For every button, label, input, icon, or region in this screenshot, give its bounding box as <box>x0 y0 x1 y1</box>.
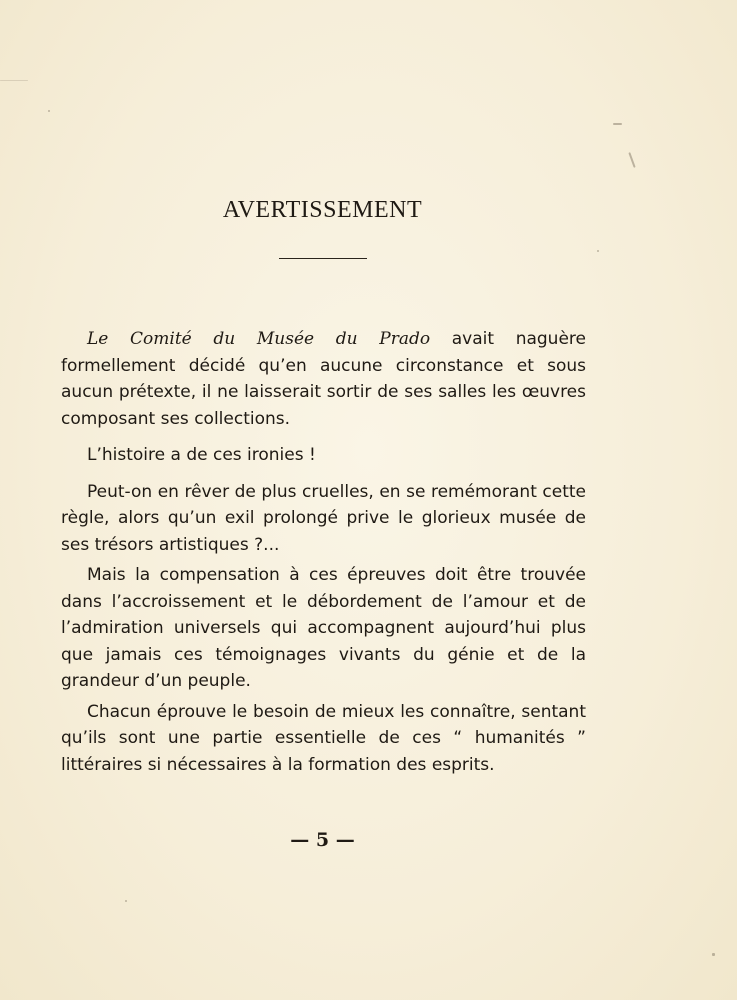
paragraph-1-text: avait naguère formellement décidé qu’en aucune circonstance et sous aucun prétexte, il ne laisserait sortir de ses salles les œuvres composant ses collections. <box>61 329 586 429</box>
paper-speck <box>628 152 635 168</box>
paragraph-2: L’histoire a de ces ironies ! <box>87 445 316 465</box>
page-number: — 5 — <box>290 829 355 851</box>
paper-speck <box>712 953 715 956</box>
title-divider <box>279 258 367 259</box>
paragraph-1 <box>61 326 586 432</box>
paragraph-5: Chacun éprouve le besoin de mieux les connaître, sentant qu’ils sont une partie essentielle de ces “ humanités ” littéraires si nécessaires à la formation des esprits. <box>61 701 586 775</box>
paragraph-1-lead: Le Comité du Musée du Prado <box>87 329 431 349</box>
paper-speck <box>0 80 28 81</box>
page-title: AVERTISSEMENT <box>222 197 423 223</box>
body-text <box>61 326 586 778</box>
paper-speck <box>125 900 127 902</box>
paper-speck <box>48 110 50 112</box>
paragraph-4: Mais la compensation à ces épreuves doit être trouvée dans l’accroissement et le débordement de l’amour et de l’admiration universels qui accompagnent aujourd’hui plus que jamais ces témoignages vivants du génie et de la grandeur d’un peuple. <box>61 565 586 691</box>
paper-speck <box>613 123 622 125</box>
paragraph-3: Peut-on en rêver de plus cruelles, en se remémorant cette règle, alors qu’un exil prolongé prive le glorieux musée de ses trésors artistiques ?... <box>61 481 586 555</box>
paper-speck <box>597 250 599 252</box>
